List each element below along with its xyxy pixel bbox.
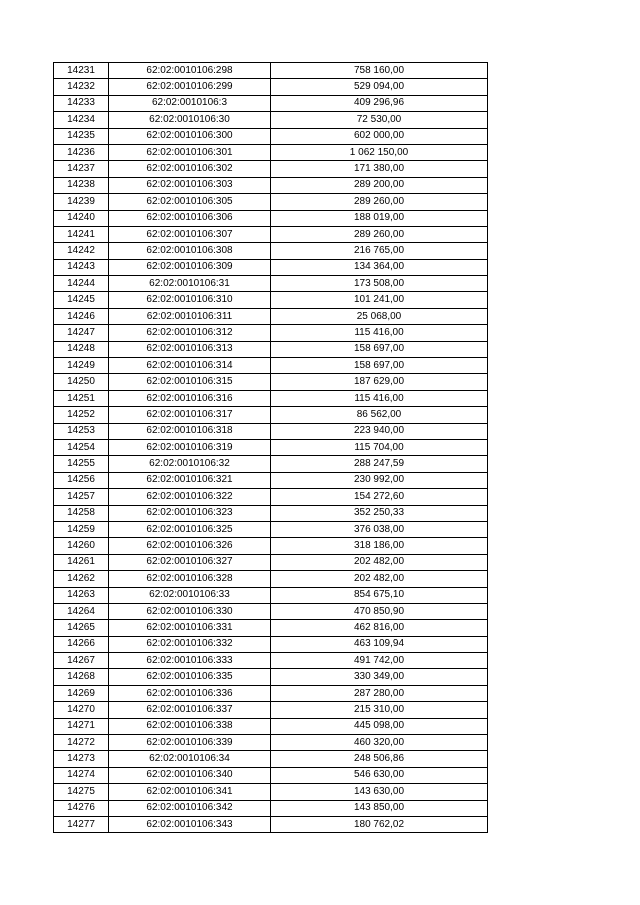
table-row bbox=[54, 259, 488, 275]
cadastral-value-cell: 180 762,02 bbox=[271, 816, 488, 832]
cadastral-number-cell: 62:02:0010106:316 bbox=[109, 390, 271, 406]
table-row bbox=[54, 177, 488, 193]
cadastral-number-cell: 62:02:0010106:343 bbox=[109, 816, 271, 832]
table-row bbox=[54, 538, 488, 554]
row-number-cell: 14269 bbox=[54, 685, 109, 701]
cadastral-value-cell: 158 697,00 bbox=[271, 358, 488, 374]
cadastral-value-cell: 223 940,00 bbox=[271, 423, 488, 439]
row-number-cell: 14254 bbox=[54, 439, 109, 455]
cadastral-number-cell: 62:02:0010106:325 bbox=[109, 521, 271, 537]
table-row bbox=[54, 603, 488, 619]
cadastral-value-cell: 445 098,00 bbox=[271, 718, 488, 734]
row-number-cell: 14244 bbox=[54, 276, 109, 292]
table-row bbox=[54, 784, 488, 800]
table-row bbox=[54, 390, 488, 406]
table-row bbox=[54, 685, 488, 701]
cadastral-number-cell: 62:02:0010106:339 bbox=[109, 735, 271, 751]
cadastral-number-cell: 62:02:0010106:315 bbox=[109, 374, 271, 390]
row-number-cell: 14237 bbox=[54, 161, 109, 177]
cadastral-number-cell: 62:02:0010106:309 bbox=[109, 259, 271, 275]
table-row bbox=[54, 472, 488, 488]
row-number-cell: 14275 bbox=[54, 784, 109, 800]
row-number-cell: 14243 bbox=[54, 259, 109, 275]
cadastral-number-cell: 62:02:0010106:330 bbox=[109, 603, 271, 619]
row-number-cell: 14248 bbox=[54, 341, 109, 357]
row-number-cell: 14236 bbox=[54, 144, 109, 160]
row-number-cell: 14273 bbox=[54, 751, 109, 767]
table-body bbox=[54, 63, 488, 833]
cadastral-number-cell: 62:02:0010106:319 bbox=[109, 439, 271, 455]
row-number-cell: 14256 bbox=[54, 472, 109, 488]
row-number-cell: 14260 bbox=[54, 538, 109, 554]
table-row bbox=[54, 571, 488, 587]
table-row bbox=[54, 292, 488, 308]
cadastral-number-cell: 62:02:0010106:312 bbox=[109, 325, 271, 341]
cadastral-value-cell: 115 416,00 bbox=[271, 390, 488, 406]
cadastral-number-cell: 62:02:0010106:30 bbox=[109, 112, 271, 128]
table-row bbox=[54, 79, 488, 95]
cadastral-number-cell: 62:02:0010106:31 bbox=[109, 276, 271, 292]
cadastral-value-cell: 216 765,00 bbox=[271, 243, 488, 259]
cadastral-number-cell: 62:02:0010106:33 bbox=[109, 587, 271, 603]
row-number-cell: 14266 bbox=[54, 636, 109, 652]
row-number-cell: 14268 bbox=[54, 669, 109, 685]
table-row bbox=[54, 308, 488, 324]
cadastral-number-cell: 62:02:0010106:318 bbox=[109, 423, 271, 439]
table-row bbox=[54, 95, 488, 111]
row-number-cell: 14274 bbox=[54, 767, 109, 783]
cadastral-number-cell: 62:02:0010106:317 bbox=[109, 407, 271, 423]
row-number-cell: 14262 bbox=[54, 571, 109, 587]
cadastral-value-cell: 352 250,33 bbox=[271, 505, 488, 521]
table-row bbox=[54, 800, 488, 816]
cadastral-number-cell: 62:02:0010106:333 bbox=[109, 653, 271, 669]
cadastral-value-cell: 287 280,00 bbox=[271, 685, 488, 701]
cadastral-number-cell: 62:02:0010106:303 bbox=[109, 177, 271, 193]
cadastral-number-cell: 62:02:0010106:311 bbox=[109, 308, 271, 324]
cadastral-number-cell: 62:02:0010106:305 bbox=[109, 194, 271, 210]
row-number-cell: 14259 bbox=[54, 521, 109, 537]
table-row bbox=[54, 374, 488, 390]
cadastral-number-cell: 62:02:0010106:310 bbox=[109, 292, 271, 308]
table-row bbox=[54, 226, 488, 242]
cadastral-value-cell: 143 850,00 bbox=[271, 800, 488, 816]
cadastral-number-cell: 62:02:0010106:337 bbox=[109, 702, 271, 718]
cadastral-number-cell: 62:02:0010106:341 bbox=[109, 784, 271, 800]
table-row bbox=[54, 751, 488, 767]
cadastral-value-cell: 86 562,00 bbox=[271, 407, 488, 423]
cadastral-number-cell: 62:02:0010106:32 bbox=[109, 456, 271, 472]
cadastral-value-cell: 1 062 150,00 bbox=[271, 144, 488, 160]
cadastral-value-cell: 115 416,00 bbox=[271, 325, 488, 341]
table-row bbox=[54, 144, 488, 160]
row-number-cell: 14271 bbox=[54, 718, 109, 734]
row-number-cell: 14258 bbox=[54, 505, 109, 521]
row-number-cell: 14255 bbox=[54, 456, 109, 472]
cadastral-number-cell: 62:02:0010106:342 bbox=[109, 800, 271, 816]
document-page bbox=[53, 62, 488, 833]
cadastral-value-cell: 409 296,96 bbox=[271, 95, 488, 111]
table-row bbox=[54, 194, 488, 210]
row-number-cell: 14231 bbox=[54, 63, 109, 79]
table-row bbox=[54, 276, 488, 292]
cadastral-value-cell: 187 629,00 bbox=[271, 374, 488, 390]
cadastral-value-cell: 72 530,00 bbox=[271, 112, 488, 128]
cadastral-number-cell: 62:02:0010106:321 bbox=[109, 472, 271, 488]
cadastral-value-cell: 376 038,00 bbox=[271, 521, 488, 537]
cadastral-value-cell: 158 697,00 bbox=[271, 341, 488, 357]
cadastral-value-cell: 134 364,00 bbox=[271, 259, 488, 275]
table-row bbox=[54, 341, 488, 357]
table-row bbox=[54, 112, 488, 128]
cadastral-value-cell: 463 109,94 bbox=[271, 636, 488, 652]
row-number-cell: 14245 bbox=[54, 292, 109, 308]
table-row bbox=[54, 636, 488, 652]
table-row bbox=[54, 63, 488, 79]
cadastral-value-cell: 491 742,00 bbox=[271, 653, 488, 669]
cadastral-number-cell: 62:02:0010106:302 bbox=[109, 161, 271, 177]
cadastral-number-cell: 62:02:0010106:331 bbox=[109, 620, 271, 636]
cadastral-number-cell: 62:02:0010106:323 bbox=[109, 505, 271, 521]
row-number-cell: 14277 bbox=[54, 816, 109, 832]
cadastral-value-cell: 248 506,86 bbox=[271, 751, 488, 767]
cadastral-value-table bbox=[53, 62, 488, 833]
table-row bbox=[54, 243, 488, 259]
cadastral-number-cell: 62:02:0010106:298 bbox=[109, 63, 271, 79]
cadastral-number-cell: 62:02:0010106:322 bbox=[109, 489, 271, 505]
cadastral-number-cell: 62:02:0010106:34 bbox=[109, 751, 271, 767]
cadastral-value-cell: 470 850,90 bbox=[271, 603, 488, 619]
cadastral-value-cell: 462 816,00 bbox=[271, 620, 488, 636]
row-number-cell: 14238 bbox=[54, 177, 109, 193]
table-row bbox=[54, 653, 488, 669]
cadastral-number-cell: 62:02:0010106:301 bbox=[109, 144, 271, 160]
cadastral-value-cell: 288 247,59 bbox=[271, 456, 488, 472]
row-number-cell: 14251 bbox=[54, 390, 109, 406]
cadastral-value-cell: 115 704,00 bbox=[271, 439, 488, 455]
cadastral-number-cell: 62:02:0010106:335 bbox=[109, 669, 271, 685]
cadastral-number-cell: 62:02:0010106:306 bbox=[109, 210, 271, 226]
row-number-cell: 14239 bbox=[54, 194, 109, 210]
cadastral-number-cell: 62:02:0010106:328 bbox=[109, 571, 271, 587]
cadastral-value-cell: 529 094,00 bbox=[271, 79, 488, 95]
row-number-cell: 14240 bbox=[54, 210, 109, 226]
cadastral-number-cell: 62:02:0010106:326 bbox=[109, 538, 271, 554]
cadastral-number-cell: 62:02:0010106:336 bbox=[109, 685, 271, 701]
cadastral-value-cell: 289 260,00 bbox=[271, 194, 488, 210]
table-row bbox=[54, 407, 488, 423]
table-row bbox=[54, 735, 488, 751]
table-row bbox=[54, 456, 488, 472]
cadastral-value-cell: 602 000,00 bbox=[271, 128, 488, 144]
row-number-cell: 14257 bbox=[54, 489, 109, 505]
cadastral-value-cell: 289 200,00 bbox=[271, 177, 488, 193]
table-row bbox=[54, 489, 488, 505]
row-number-cell: 14246 bbox=[54, 308, 109, 324]
cadastral-value-cell: 546 630,00 bbox=[271, 767, 488, 783]
cadastral-number-cell: 62:02:0010106:299 bbox=[109, 79, 271, 95]
cadastral-value-cell: 171 380,00 bbox=[271, 161, 488, 177]
cadastral-number-cell: 62:02:0010106:314 bbox=[109, 358, 271, 374]
cadastral-number-cell: 62:02:0010106:332 bbox=[109, 636, 271, 652]
table-row bbox=[54, 423, 488, 439]
cadastral-value-cell: 202 482,00 bbox=[271, 571, 488, 587]
table-row bbox=[54, 587, 488, 603]
cadastral-number-cell: 62:02:0010106:307 bbox=[109, 226, 271, 242]
row-number-cell: 14264 bbox=[54, 603, 109, 619]
cadastral-number-cell: 62:02:0010106:3 bbox=[109, 95, 271, 111]
row-number-cell: 14232 bbox=[54, 79, 109, 95]
table-row bbox=[54, 554, 488, 570]
table-row bbox=[54, 210, 488, 226]
cadastral-value-cell: 154 272,60 bbox=[271, 489, 488, 505]
row-number-cell: 14267 bbox=[54, 653, 109, 669]
cadastral-value-cell: 330 349,00 bbox=[271, 669, 488, 685]
row-number-cell: 14250 bbox=[54, 374, 109, 390]
table-row bbox=[54, 505, 488, 521]
table-row bbox=[54, 161, 488, 177]
table-row bbox=[54, 702, 488, 718]
table-row bbox=[54, 521, 488, 537]
cadastral-number-cell: 62:02:0010106:308 bbox=[109, 243, 271, 259]
cadastral-number-cell: 62:02:0010106:340 bbox=[109, 767, 271, 783]
cadastral-number-cell: 62:02:0010106:327 bbox=[109, 554, 271, 570]
row-number-cell: 14249 bbox=[54, 358, 109, 374]
row-number-cell: 14235 bbox=[54, 128, 109, 144]
cadastral-value-cell: 230 992,00 bbox=[271, 472, 488, 488]
row-number-cell: 14253 bbox=[54, 423, 109, 439]
table-row bbox=[54, 439, 488, 455]
row-number-cell: 14272 bbox=[54, 735, 109, 751]
row-number-cell: 14265 bbox=[54, 620, 109, 636]
row-number-cell: 14233 bbox=[54, 95, 109, 111]
cadastral-value-cell: 318 186,00 bbox=[271, 538, 488, 554]
cadastral-value-cell: 289 260,00 bbox=[271, 226, 488, 242]
cadastral-value-cell: 460 320,00 bbox=[271, 735, 488, 751]
table-row bbox=[54, 358, 488, 374]
table-row bbox=[54, 669, 488, 685]
table-row bbox=[54, 816, 488, 832]
table-row bbox=[54, 718, 488, 734]
cadastral-number-cell: 62:02:0010106:300 bbox=[109, 128, 271, 144]
cadastral-number-cell: 62:02:0010106:338 bbox=[109, 718, 271, 734]
row-number-cell: 14261 bbox=[54, 554, 109, 570]
table-row bbox=[54, 620, 488, 636]
row-number-cell: 14234 bbox=[54, 112, 109, 128]
row-number-cell: 14276 bbox=[54, 800, 109, 816]
cadastral-value-cell: 854 675,10 bbox=[271, 587, 488, 603]
cadastral-value-cell: 25 068,00 bbox=[271, 308, 488, 324]
cadastral-value-cell: 758 160,00 bbox=[271, 63, 488, 79]
table-row bbox=[54, 325, 488, 341]
row-number-cell: 14242 bbox=[54, 243, 109, 259]
cadastral-number-cell: 62:02:0010106:313 bbox=[109, 341, 271, 357]
row-number-cell: 14252 bbox=[54, 407, 109, 423]
table-row bbox=[54, 128, 488, 144]
cadastral-value-cell: 188 019,00 bbox=[271, 210, 488, 226]
cadastral-value-cell: 143 630,00 bbox=[271, 784, 488, 800]
cadastral-value-cell: 202 482,00 bbox=[271, 554, 488, 570]
table-row bbox=[54, 767, 488, 783]
row-number-cell: 14247 bbox=[54, 325, 109, 341]
cadastral-value-cell: 173 508,00 bbox=[271, 276, 488, 292]
row-number-cell: 14270 bbox=[54, 702, 109, 718]
cadastral-value-cell: 101 241,00 bbox=[271, 292, 488, 308]
row-number-cell: 14263 bbox=[54, 587, 109, 603]
row-number-cell: 14241 bbox=[54, 226, 109, 242]
cadastral-value-cell: 215 310,00 bbox=[271, 702, 488, 718]
